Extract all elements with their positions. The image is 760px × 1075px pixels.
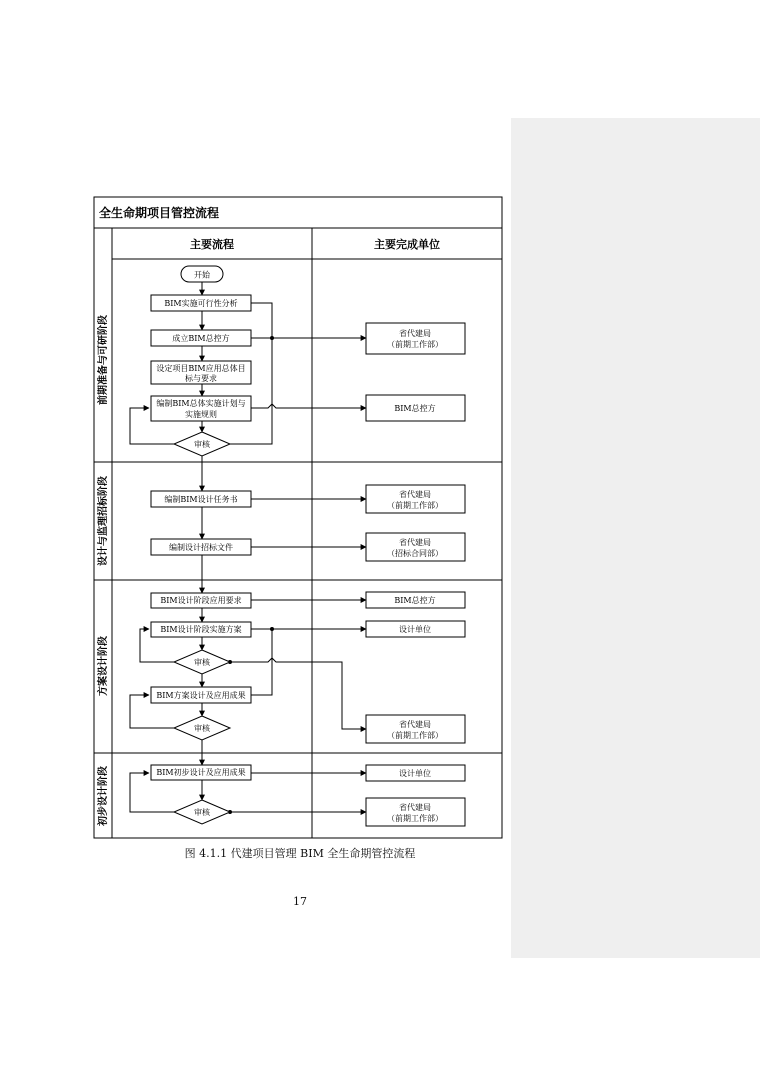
step-text: 审核 bbox=[194, 808, 210, 817]
step-text: BIM初步设计及应用成果 bbox=[156, 768, 246, 777]
step-text: 实施规则 bbox=[185, 410, 217, 419]
step-text: BIM方案设计及应用成果 bbox=[156, 691, 246, 700]
step-text: BIM实施可行性分析 bbox=[164, 299, 238, 308]
header-main-unit: 主要完成单位 bbox=[374, 238, 440, 251]
step-text: 编制设计招标文件 bbox=[169, 543, 233, 552]
step-text: 成立BIM总控方 bbox=[172, 334, 230, 343]
phase-label: 初步设计阶段 bbox=[98, 766, 109, 826]
unit-text: 省代建局 bbox=[399, 329, 431, 338]
page-number: 17 bbox=[293, 895, 307, 908]
unit-text: 设计单位 bbox=[399, 625, 431, 634]
unit-text: （前期工作部） bbox=[387, 340, 443, 349]
unit-text: （前期工作部） bbox=[387, 501, 443, 510]
step-text: 审核 bbox=[194, 658, 210, 667]
unit-text: 省代建局 bbox=[399, 490, 431, 499]
unit-text: 省代建局 bbox=[399, 538, 431, 547]
step-text: 审核 bbox=[194, 724, 210, 733]
unit-box bbox=[366, 323, 465, 354]
phase-label: 方案设计阶段 bbox=[98, 636, 109, 696]
header-main-process: 主要流程 bbox=[190, 238, 234, 251]
phase-label: 前期准备与可研阶段 bbox=[98, 315, 109, 405]
phase-label: 设计与监理招标阶段 bbox=[98, 476, 109, 566]
unit-text: 省代建局 bbox=[399, 720, 431, 729]
step-text: 编制BIM总体实施计划与 bbox=[156, 399, 246, 408]
unit-text: BIM总控方 bbox=[394, 404, 436, 413]
start-label: 开始 bbox=[194, 270, 210, 280]
step-text: 标与要求 bbox=[185, 374, 217, 383]
unit-text: 设计单位 bbox=[399, 769, 431, 778]
step-text: BIM设计阶段实施方案 bbox=[160, 625, 242, 634]
step-text: 编制BIM设计任务书 bbox=[164, 495, 238, 504]
step-text: BIM设计阶段应用要求 bbox=[160, 596, 242, 605]
step-text: 审核 bbox=[194, 440, 210, 449]
unit-text: 省代建局 bbox=[399, 803, 431, 812]
unit-text: BIM总控方 bbox=[394, 596, 436, 605]
figure-caption: 图 4.1.1 代建项目管理 BIM 全生命期管控流程 bbox=[184, 847, 416, 860]
unit-text: （前期工作部） bbox=[387, 731, 443, 740]
unit-text: （前期工作部） bbox=[387, 814, 443, 823]
unit-text: （招标合同部） bbox=[387, 549, 443, 558]
step-text: 设定项目BIM应用总体目 bbox=[156, 364, 246, 373]
diagram-title: 全生命期项目管控流程 bbox=[99, 206, 220, 220]
